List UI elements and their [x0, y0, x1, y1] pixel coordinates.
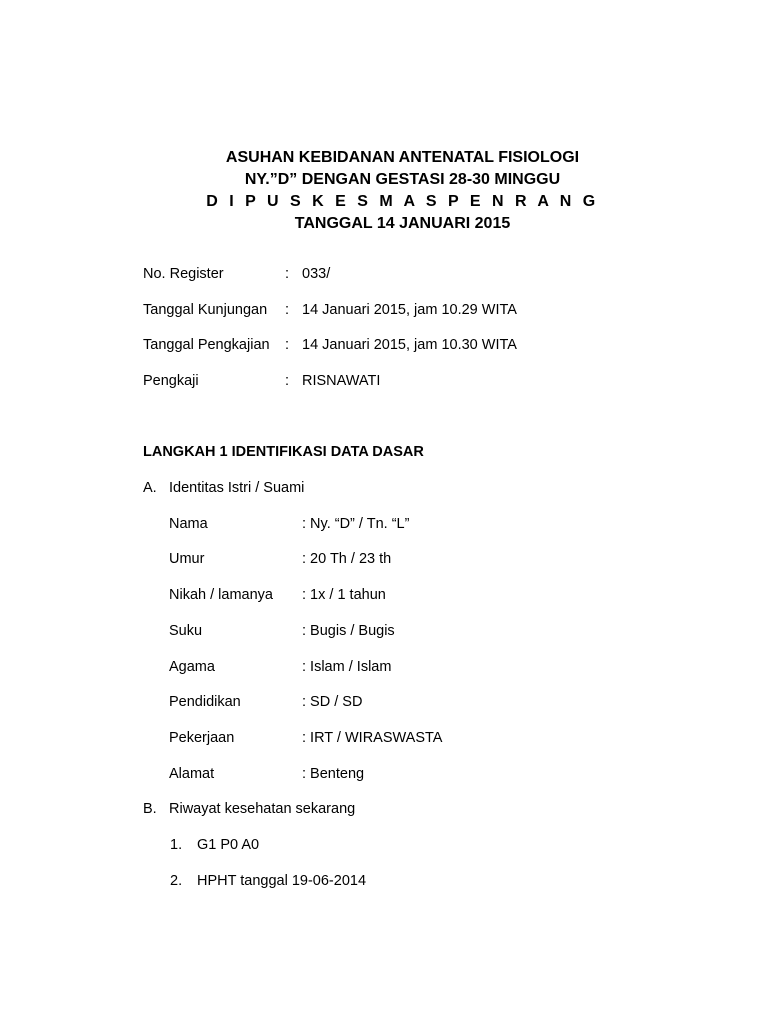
identity-label: Nikah / lamanya	[169, 587, 273, 603]
title-line-2: NY.”D” DENGAN GESTASI 28-30 MINGGU	[244, 171, 561, 188]
section-a-title: Identitas Istri / Suami	[169, 480, 305, 496]
info-value: 14 Januari 2015, jam 10.30 WITA	[302, 337, 517, 353]
identity-label: Alamat	[169, 766, 215, 782]
list-item-text: HPHT tanggal 19-06-2014	[197, 873, 367, 889]
list-item-number: 1.	[170, 837, 183, 853]
section-b-title: Riwayat kesehatan sekarang	[169, 801, 356, 817]
document-title	[0, 147, 768, 235]
info-separator: :	[285, 337, 290, 353]
info-label: Pengkaji	[143, 373, 199, 389]
identity-label: Umur	[169, 551, 205, 567]
info-value: 14 Januari 2015, jam 10.29 WITA	[302, 302, 517, 318]
identity-value: : 20 Th / 23 th	[302, 551, 392, 567]
identity-value: : 1x / 1 tahun	[302, 587, 386, 603]
title-line-1: ASUHAN KEBIDANAN ANTENATAL FISIOLOGI	[225, 149, 580, 166]
identity-value: : IRT / WIRASWASTA	[302, 730, 443, 746]
section-heading: LANGKAH 1 IDENTIFIKASI DATA DASAR	[143, 444, 424, 460]
info-value: 033/	[302, 266, 331, 282]
identity-label: Agama	[169, 659, 215, 675]
list-item-text: G1 P0 A0	[197, 837, 260, 853]
list-item-number: 2.	[170, 873, 183, 889]
info-label: No. Register	[143, 266, 224, 282]
info-value: RISNAWATI	[302, 373, 381, 389]
identity-value: : Ny. “D” / Tn. “L”	[302, 516, 410, 532]
identity-label: Nama	[169, 516, 208, 532]
info-label: Tanggal Pengkajian	[143, 337, 270, 353]
identity-label: Pendidikan	[169, 694, 241, 710]
identity-value: : Benteng	[302, 766, 365, 782]
info-label: Tanggal Kunjungan	[143, 302, 268, 318]
title-line-3: D I P U S K E S M A S P E N R A N G	[206, 193, 599, 210]
info-separator: :	[285, 302, 290, 318]
identity-value: : SD / SD	[302, 694, 363, 710]
info-separator: :	[285, 373, 290, 389]
identity-label: Suku	[169, 623, 203, 639]
section-b-marker: B.	[143, 801, 157, 817]
identity-label: Pekerjaan	[169, 730, 235, 746]
identity-value: : Bugis / Bugis	[302, 623, 395, 639]
title-line-4: TANGGAL 14 JANUARI 2015	[294, 215, 511, 232]
info-separator: :	[285, 266, 290, 282]
identity-value: : Islam / Islam	[302, 659, 392, 675]
section-a-marker: A.	[143, 480, 157, 496]
